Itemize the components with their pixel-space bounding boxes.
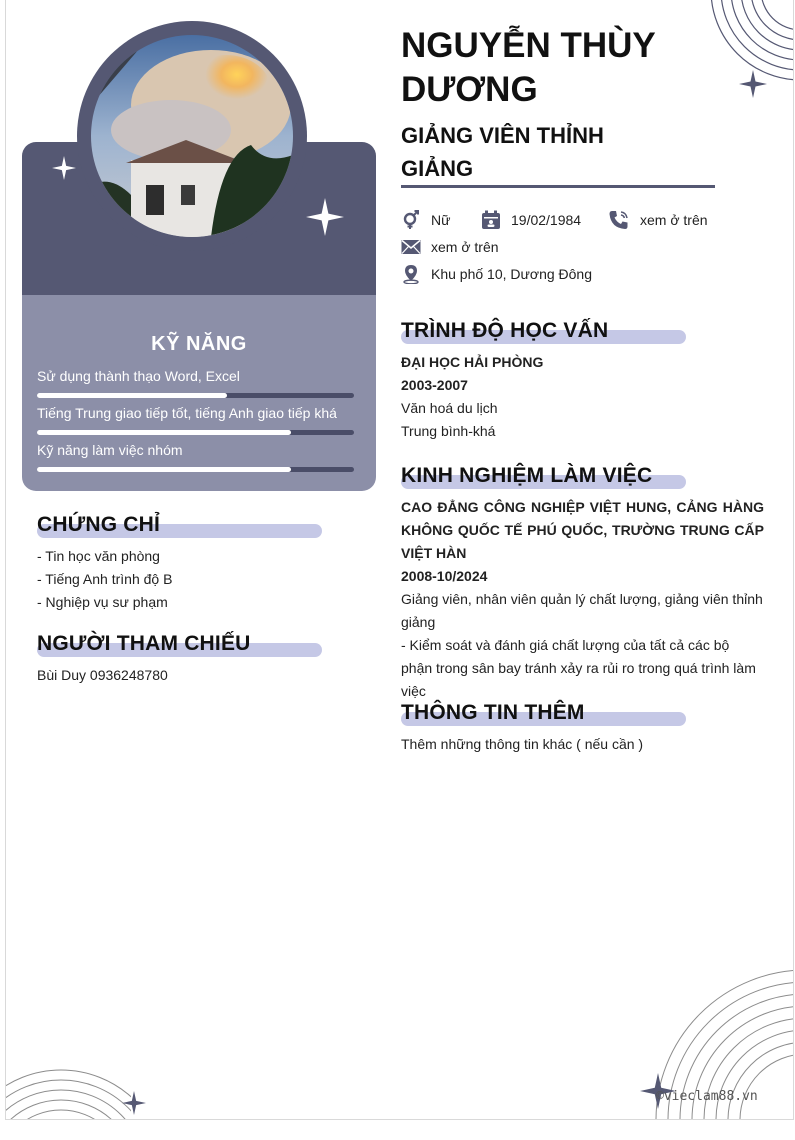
gender-info [401,210,450,230]
cv-page [5,0,794,1120]
skill-item [37,441,354,459]
skill-bar-fill [37,430,291,435]
birthday-info [481,210,581,230]
sparkle-icon [122,1091,146,1115]
education-period: 2003-2007 [401,377,468,393]
sparkle-icon [306,198,344,236]
email-value: xem ở trên [431,239,499,255]
decorative-arcs-bottom-left [6,1065,131,1120]
list-item: - Tin học văn phòng [37,548,160,564]
education-title: TRÌNH ĐỘ HỌC VẤN [401,319,609,342]
skill-item [37,404,354,422]
certificates-list [37,545,367,614]
additional-info-title: THÔNG TIN THÊM [401,701,585,724]
skill-bar [37,467,354,472]
references-title: NGƯỜI THAM CHIẾU [37,632,251,655]
calendar-icon [481,210,501,230]
phone-icon [608,210,630,230]
watermark: ©vieclam88.vn [656,1089,758,1104]
additional-info-text: Thêm những thông tin khác ( nếu cần ) [401,736,644,752]
email-info [401,237,499,257]
gender-icon [401,210,421,230]
skills-title: KỸ NĂNG [151,333,247,355]
experience-title: KINH NGHIỆM LÀM VIỆC [401,464,653,487]
list-item: - Tiếng Anh trình độ B [37,571,173,587]
gender-value: Nữ [431,212,451,228]
education-details [401,351,771,443]
phone-info [608,210,708,230]
candidate-position: GIẢNG VIÊN THỈNH GIẢNG [401,123,604,181]
location-pin-icon [401,264,421,284]
certificates-title: CHỨNG CHỈ [37,513,161,536]
skill-bar-fill [37,467,291,472]
experience-period: 2008-10/2024 [401,568,488,584]
divider [401,185,715,188]
skill-label: Kỹ năng làm việc nhóm [37,442,183,458]
skill-item [37,367,354,385]
skill-label: Tiếng Trung giao tiếp tốt, tiếng Anh giao tiếp khá [37,405,337,421]
sparkle-icon [739,70,767,98]
email-icon [401,237,421,257]
references-heading [37,632,322,662]
avatar [91,35,293,237]
references-text: Bùi Duy 0936248780 [37,667,168,683]
skill-bar-fill [37,393,227,398]
education-major: Văn hoá du lịch [401,400,498,416]
skill-bar [37,430,354,435]
experience-details [401,496,764,703]
phone-value: xem ở trên [640,212,708,228]
experience-heading [401,464,686,494]
experience-role: Giảng viên, nhân viên quản lý chất lượng, giảng viên thỉnh giảng [401,591,763,630]
sparkle-icon [52,156,76,180]
skill-bar [37,393,354,398]
list-item: - Nghiệp vụ sư phạm [37,594,168,610]
address-info [401,264,592,284]
certificates-heading [37,513,322,543]
education-heading [401,319,686,349]
school-name: ĐẠI HỌC HẢI PHÒNG [401,354,544,370]
additional-info-heading [401,701,686,731]
skill-label: Sử dụng thành thạo Word, Excel [37,368,240,384]
education-grade: Trung bình-khá [401,423,496,439]
address-value: Khu phố 10, Dương Đông [431,266,592,282]
company-name: CAO ĐẲNG CÔNG NGHIỆP VIỆT HUNG, CẢNG HÀNG KHÔNG QUỐC TẾ PHÚ QUỐC, TRƯỜNG TRUNG CẤP VIỆT HÀN [401,499,764,561]
experience-description: - Kiểm soát và đánh giá chất lượng của tất cả các bộ phận trong sân bay tránh xảy ra rủi ro trong quá trình làm việc [401,637,756,699]
birthday-value: 19/02/1984 [511,212,582,228]
candidate-name: NGUYỄN THÙY DƯƠNG [401,26,656,109]
